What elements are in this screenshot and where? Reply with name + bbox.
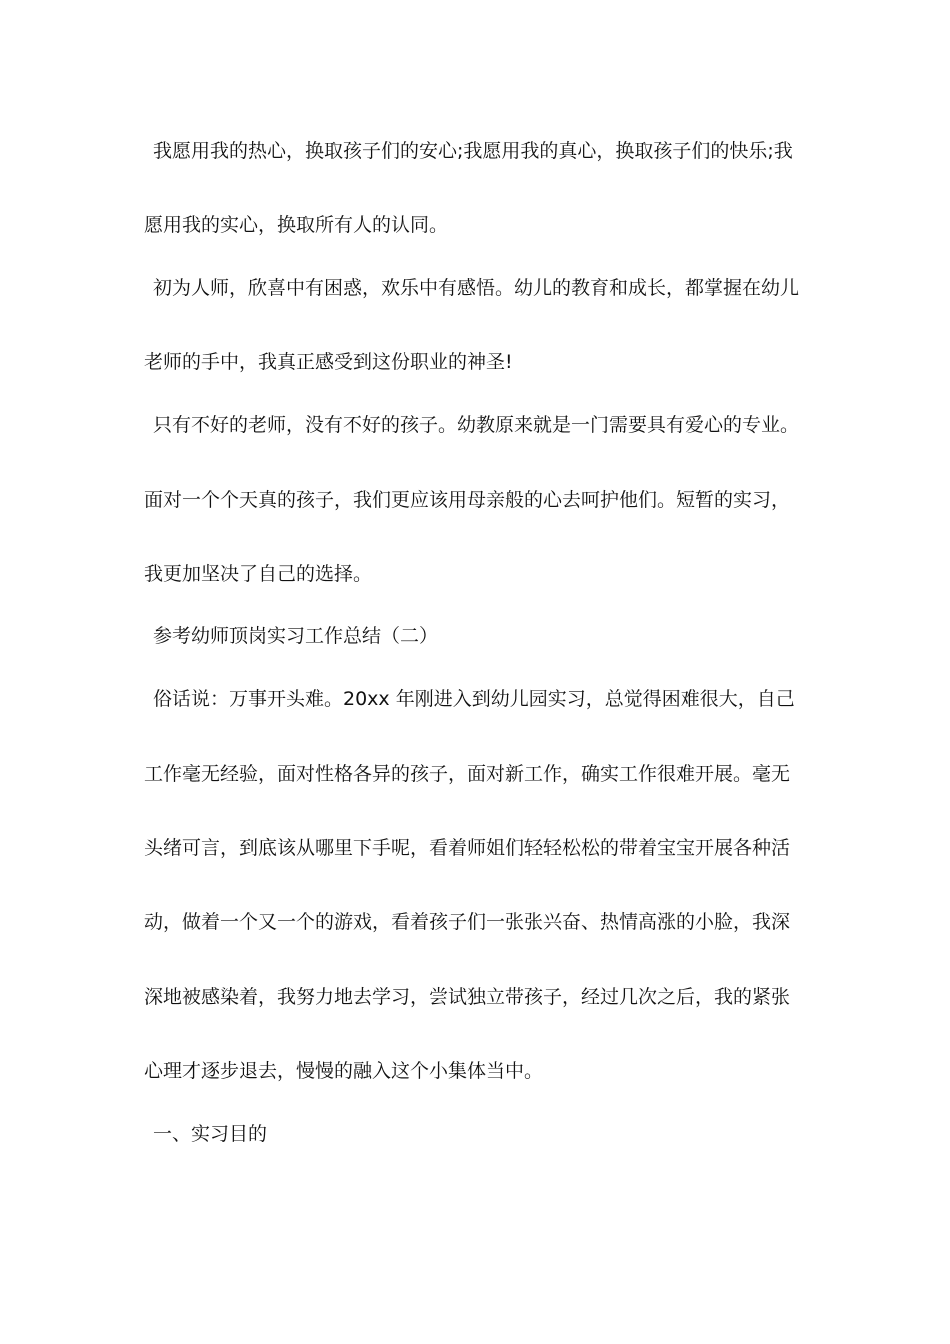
section-heading-2: 参考幼师顶岗实习工作总结（二） [153,625,439,647]
paragraph-4-line-4: 动，做着一个又一个的游戏，看着孩子们一张张兴奋、热情高涨的小脸，我深 [144,911,791,933]
paragraph-3-line-3: 我更加坚决了自己的选择。 [144,563,373,585]
paragraph-4-line-6: 心理才逐步退去，慢慢的融入这个小集体当中。 [144,1060,544,1082]
paragraph-1-line-1: 我愿用我的热心，换取孩子们的安心;我愿用我的真心，换取孩子们的快乐;我 [153,140,793,162]
paragraph-4-line-5: 深地被感染着，我努力地去学习，尝试独立带孩子，经过几次之后，我的紧张 [144,986,791,1008]
paragraph-4-line-3: 头绪可言，到底该从哪里下手呢，看着师姐们轻轻松松的带着宝宝开展各种活 [144,837,791,859]
paragraph-3-line-2: 面对一个个天真的孩子，我们更应该用母亲般的心去呵护他们。短暂的实习， [144,489,791,511]
paragraph-1-line-2: 愿用我的实心，换取所有人的认同。 [144,214,449,236]
subheading-practice-purpose: 一、实习目的 [153,1123,268,1145]
paragraph-2-line-2: 老师的手中，我真正感受到这份职业的神圣! [144,351,513,373]
paragraph-4-line-1: 俗话说：万事开头难。20xx 年刚进入到幼儿园实习，总觉得困难很大，自己 [153,688,795,710]
paragraph-4-line-2: 工作毫无经验，面对性格各异的孩子，面对新工作，确实工作很难开展。毫无 [144,763,791,785]
paragraph-3-line-1: 只有不好的老师，没有不好的孩子。幼教原来就是一门需要具有爱心的专业。 [153,414,800,436]
paragraph-2-line-1: 初为人师，欣喜中有困惑，欢乐中有感悟。幼儿的教育和成长，都掌握在幼儿 [153,277,800,299]
